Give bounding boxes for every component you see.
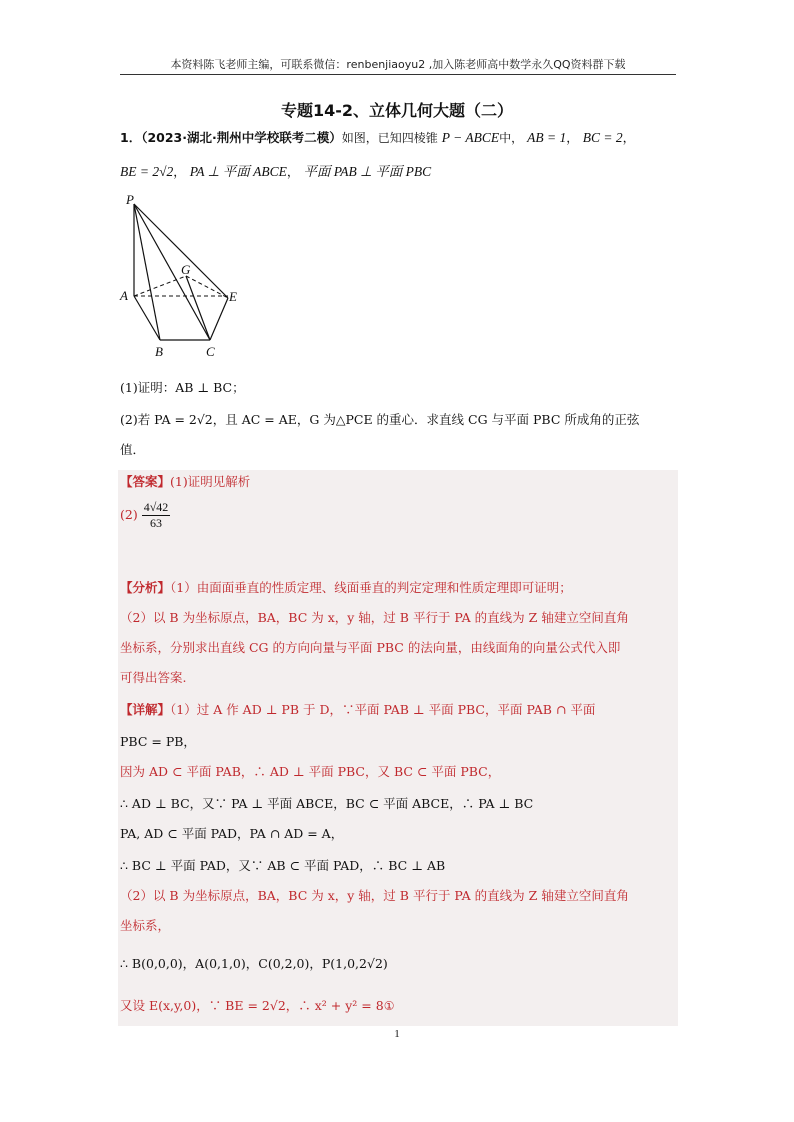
detail-text-10: 又设 E(x,y,0)，∵ BE = 2√2，∴ x² + y² = 8 [120, 998, 384, 1013]
answer-numerator: 4√42 [143, 500, 169, 514]
condition-planes-perp: 平面 PAB ⊥ 平面 PBC [303, 164, 432, 179]
page-header: 本资料陈飞老师主编，可联系微信：renbenjiaoyu2 ,加入陈老师高中数学永久QQ资料群下载 [170, 58, 626, 71]
detail-label: 【详解】 [120, 702, 171, 717]
question-2-end: 值． [120, 442, 146, 457]
detail-text-1: （1）过 A 作 AD ⊥ PB 于 D，∵平面 PAB ⊥ 平面 PBC，平面 PAB ∩ 平面 [170, 702, 596, 717]
detail-line-8: 坐标系， [120, 918, 171, 933]
page-title: 专题14-2、立体几何大题（二） [280, 101, 514, 120]
problem-line-2: BE = 2√2， PA ⊥ 平面 ABCE， 平面 PAB ⊥ 平面 PBC [120, 164, 432, 179]
answer-label: 【答案】 [120, 474, 171, 489]
equation-marker-1: ① [383, 999, 395, 1013]
label-e: E [229, 289, 237, 304]
answer-denominator: 63 [150, 516, 162, 530]
problem-number: 1． [120, 130, 142, 145]
problem-in: 中， [499, 131, 524, 145]
label-b: B [155, 344, 163, 359]
detail-line-2: PBC = PB， [120, 734, 196, 749]
header-divider [120, 74, 676, 75]
label-p: P [126, 192, 134, 207]
page-number: 1 [394, 1028, 400, 1040]
analysis-label: 【分析】 [120, 580, 171, 595]
detail-line-10 [120, 996, 394, 1014]
analysis-line-4: 可得出答案. [120, 670, 187, 685]
question-2: (2)若 PA = 2√2，且 AC = AE，G 为△PCE 的重心．求直线 CG 与平面 PBC 所成角的正弦 [120, 412, 640, 427]
detail-line-4: ∴ AD ⊥ BC，又∵ PA ⊥ 平面 ABCE，BC ⊂ 平面 ABCE，∴ PA ⊥ BC [120, 796, 534, 811]
label-g: G [181, 262, 191, 277]
detail-line-7: （2）以 B 为坐标原点，BA，BC 为 x，y 轴，过 B 平行于 PA 的直线为 Z 轴建立空间直角 [120, 888, 629, 903]
analysis-text-1: （1）由面面垂直的性质定理、线面垂直的判定定理和性质定理即可证明； [170, 580, 572, 595]
analysis-line-1 [120, 578, 572, 596]
answer-part-2-prefix: (2) [120, 507, 138, 522]
label-c: C [206, 344, 215, 359]
condition-ab: AB = 1 [527, 130, 567, 145]
problem-intro: 如图，已知四棱锥 [341, 131, 438, 145]
pyramid-name: P − ABCE [441, 130, 500, 145]
problem-line-1: 1．（2023·湖北·荆州中学校联考二模）如图，已知四棱锥 P − ABCE中， AB = 1， BC = 2， [120, 130, 636, 145]
analysis-line-3: 坐标系，分别求出直线 CG 的方向向量与平面 PBC 的法向量，由线面角的向量公式代入即 [120, 640, 621, 655]
solution-panel [118, 470, 678, 1026]
problem-source: （2023·湖北·荆州中学校联考二模） [141, 130, 342, 145]
question-1: (1)证明：AB ⊥ BC； [120, 380, 245, 395]
label-a: A [120, 288, 128, 303]
detail-line-6: ∴ BC ⊥ 平面 PAD，又∵ AB ⊂ 平面 PAD，∴ BC ⊥ AB [120, 858, 446, 873]
detail-line-9: ∴ B(0,0,0)，A(0,1,0)，C(0,2,0)，P(1,0,2√2) [120, 956, 388, 971]
condition-be: BE = 2√2 [120, 164, 174, 179]
answer-part-1: (1)证明见解析 [170, 474, 251, 489]
answer-line-1 [120, 472, 250, 490]
answer-fraction [142, 500, 171, 531]
condition-pa-perp: PA ⊥ 平面 ABCE [189, 164, 287, 179]
detail-line-3: 因为 AD ⊂ 平面 PAB，∴ AD ⊥ 平面 PBC，又 BC ⊂ 平面 PBC， [120, 764, 501, 779]
analysis-line-2: （2）以 B 为坐标原点，BA，BC 为 x，y 轴，过 B 平行于 PA 的直线为 Z 轴建立空间直角 [120, 610, 629, 625]
answer-line-2 [120, 500, 170, 531]
detail-line-5: PA, AD ⊂ 平面 PAD，PA ∩ AD = A， [120, 826, 344, 841]
condition-bc: BC = 2 [582, 130, 623, 145]
detail-line-1 [120, 700, 595, 718]
pyramid-diagram [118, 190, 258, 365]
